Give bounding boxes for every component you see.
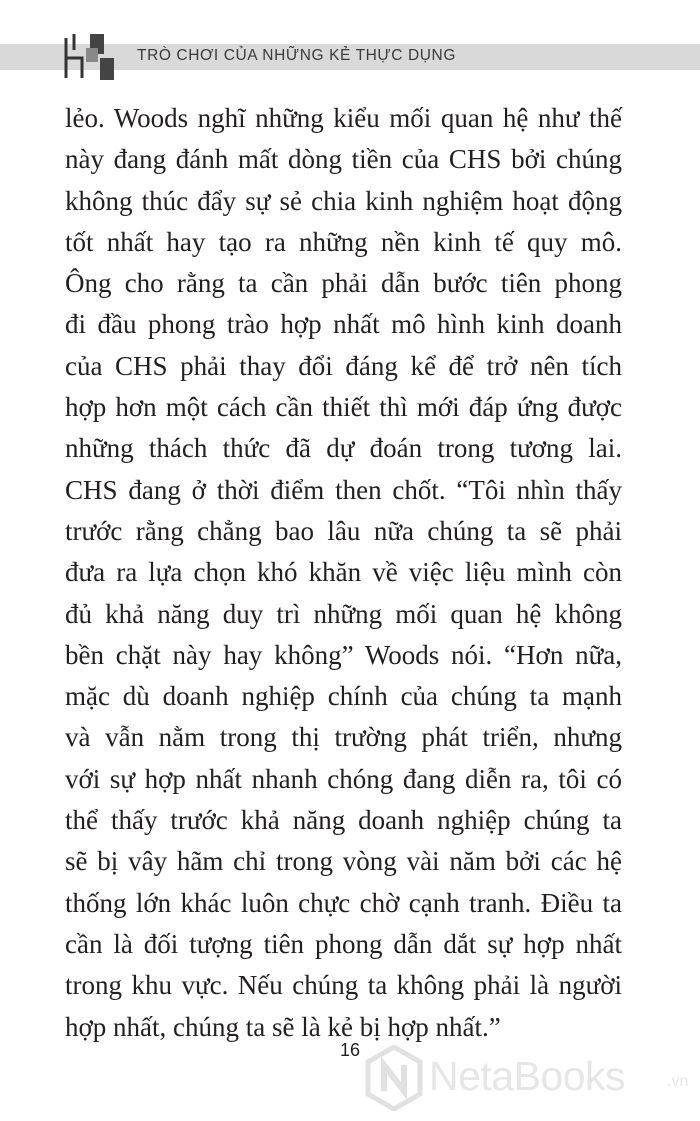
text-line: những thách thức đã dự đoán trong tương lai. <box>65 433 622 464</box>
text-line: CHS đang ở thời điểm then chốt. “Tôi nhìn thấy <box>65 474 622 505</box>
text-line: không thúc đẩy sự sẻ chia kinh nghiệm hoạt động <box>65 185 622 216</box>
text-line: trước rằng chẳng bao lâu nữa chúng ta sẽ phải <box>65 515 622 546</box>
text-line: hợp nhất, chúng ta sẽ là kẻ bị hợp nhất.” <box>65 1011 501 1042</box>
text-line: thể thấy trước khả năng doanh nghiệp chúng ta <box>65 805 622 836</box>
text-line: và vẫn nằm trong thị trường phát triển, nhưng <box>65 722 622 753</box>
netabooks-logo-icon <box>365 1045 423 1111</box>
page-number: 16 <box>339 1040 361 1060</box>
text-line: tốt nhất hay tạo ra những nền kinh tế quy mô. <box>65 226 622 257</box>
text-line: bền chặt này hay không” Woods nói. “Hơn nữa, <box>65 639 622 670</box>
text-line: sẽ bị vây hãm chỉ trong vòng vài năm bởi các hệ <box>65 846 622 877</box>
watermark <box>365 1043 695 1113</box>
text-line: lẻo. Woods nghĩ những kiểu mối quan hệ như thế <box>65 103 622 133</box>
text-line: đi đầu phong trào hợp nhất mô hình kinh doanh <box>65 309 622 340</box>
text-line: này đang đánh mất dòng tiền của CHS bởi chúng <box>65 144 622 175</box>
watermark-brand: NetaBooks <box>429 1053 626 1099</box>
text-line: hợp hơn một cách cần thiết thì mới đáp ứng được <box>65 392 622 423</box>
book-logo-icon <box>60 28 122 86</box>
text-line: của CHS phải thay đổi đáng kể để trở nên tích <box>65 350 622 381</box>
text-line: đưa ra lựa chọn khó khăn về việc liệu mình còn <box>65 557 622 588</box>
text-line: Ông cho rằng ta cần phải dẫn bước tiên phong <box>65 268 622 299</box>
text-line: mặc dù doanh nghiệp chính của chúng ta mạnh <box>65 681 622 712</box>
text-line: cần là đối tượng tiên phong dẫn dắt sự hợp nhất <box>65 928 622 959</box>
running-header-title: TRÒ CHƠI CỦA NHỮNG KẺ THỰC DỤNG <box>137 47 457 64</box>
text-line: trong khu vực. Nếu chúng ta không phải là người <box>65 970 622 1001</box>
text-line: đủ khả năng duy trì những mối quan hệ không <box>65 598 622 629</box>
body-paragraph <box>65 98 622 1048</box>
text-line: với sự hợp nhất nhanh chóng đang diễn ra, tôi có <box>65 763 622 794</box>
text-line: thống lớn khác luôn chực chờ cạnh tranh. Điều ta <box>65 887 622 918</box>
watermark-suffix: .vn <box>667 1073 689 1090</box>
